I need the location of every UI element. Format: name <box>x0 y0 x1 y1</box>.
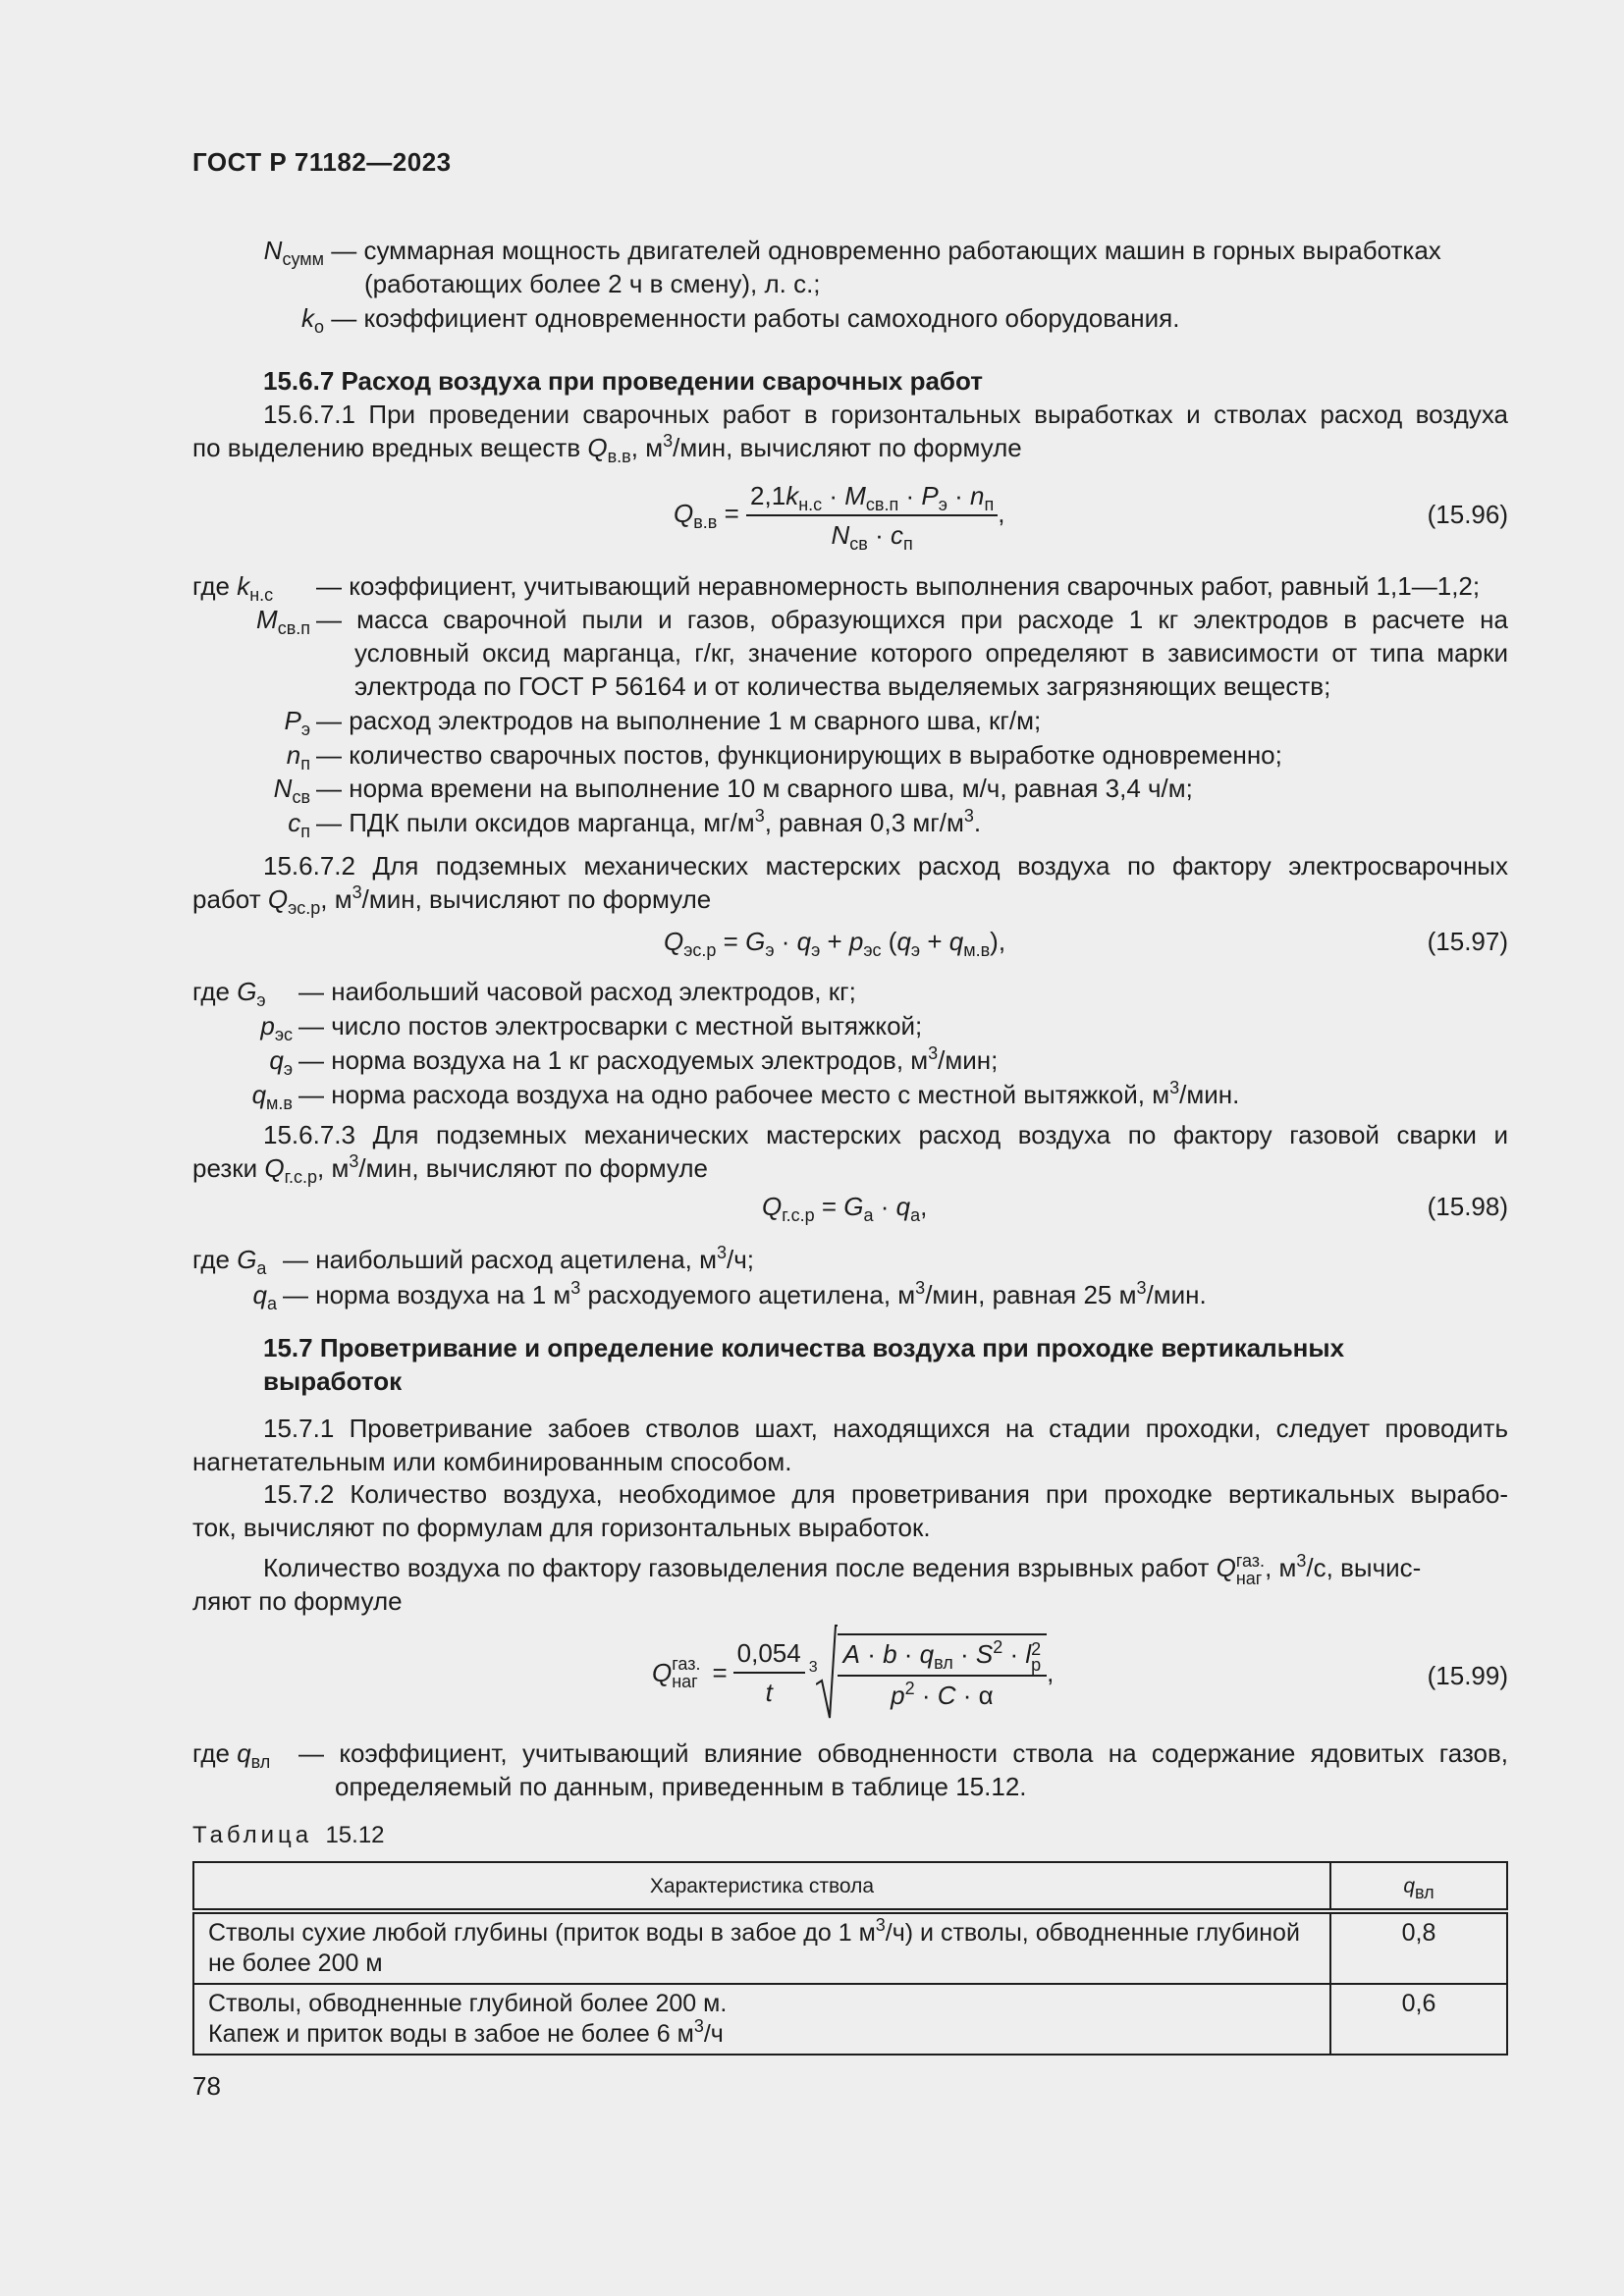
table-cell-value: 0,6 <box>1330 1984 1507 2055</box>
eq-number-15-98: (15.98) <box>1427 1192 1508 1221</box>
table-cell: Стволы, обводненные глубиной более 200 м. Капеж и приток воды в забое не более 6 $м^3/ч$ <box>193 1984 1330 2055</box>
para-15-6-7-3-cont: резки $Q_{г.с.р}$, $м^3$/мин, вычисляют по формуле <box>192 1151 708 1187</box>
para-15-6-7-3: 15.6.7.3 Для подземных механических мастерских расход воздуха по фактору газовой сварки и <box>263 1120 1508 1149</box>
def-p-es-text: — число постов электросварки с местной вытяжкой; <box>298 1011 923 1041</box>
def-p-e-var: $P_э$ <box>284 706 310 739</box>
def-n-summ-cont: (работающих более 2 ч в смену), л. с.; <box>364 269 821 298</box>
def-g-a: где $G_а$ <box>192 1245 267 1278</box>
para-15-6-7-2: 15.6.7.2 Для подземных механических мастерских расход воздуха по фактору электросварочных <box>263 851 1508 881</box>
table-row <box>193 1984 1507 2055</box>
def-c-p-text: — ПДК пыли оксидов марганца, $мг/м^3$, равная 0,3 $мг/м^3$. <box>316 806 982 837</box>
def-q-e-text: — норма воздуха на 1 кг расходуемых электродов, $м^3$/мин; <box>298 1043 999 1075</box>
formula-15-97: $Q_{эс.р} = G_э \cdot q_э + p_{эс}$ $(q_э + q_{м.в})$, <box>664 927 1006 960</box>
page-number: 78 <box>192 2071 221 2101</box>
para-15-6-7-2-cont: работ $Q_{эс.р}$, $м^3$/мин, вычисляют по формуле <box>192 882 712 918</box>
def-c-p-var: $c_п$ <box>288 808 310 841</box>
formula-15-99: Q газ. наг = $\frac{0,054}{t}$ 3 $A \cdot b \cdot q_{вл} \cdot S^2 \cdot l$ 2 р $p^2 \cdot C \cdot \alpha$ , <box>652 1624 1054 1732</box>
def-n-p-text: — количество сварочных постов, функционирующих в выработке одновременно; <box>316 740 1282 770</box>
para-15-7-2-cont: ток, вычисляют по формулам для горизонтальных выработок. <box>192 1513 931 1542</box>
para-15-7-2: 15.7.2 Количество воздуха, необходимое для проветривания при проходке вертикальных вырабо- <box>263 1479 1508 1509</box>
def-q-vl: где $q_{вл}$ <box>192 1738 271 1772</box>
para-qnag: Количество воздуха по фактору газовыделения после ведения взрывных работ Q газ. наг , $м^3/с$, вычис- <box>263 1551 1422 1589</box>
def-k-nc-text: — коэффициент, учитывающий неравномерность выполнения сварочных работ, равный 1,1—1,2; <box>316 571 1481 601</box>
section-title-15-6-7: 15.6.7 Расход воздуха при проведении сварочных работ <box>263 366 983 396</box>
def-p-es-var: $p_{эс}$ <box>260 1011 293 1044</box>
section-title-15-7: 15.7 Проветривание и определение количества воздуха при проходке вертикальных <box>263 1333 1345 1362</box>
eq-number-15-97: (15.97) <box>1427 927 1508 956</box>
formula-15-96: $Q_{в.в}$ = $\frac{2,1k_{н.с} \cdot M_{св.п} \cdot P_э \cdot n_п}{N_{св} \cdot c_п}$ , <box>674 481 1005 554</box>
def-q-vl-text: — коэффициент, учитывающий влияние обводненности ствола на содержание ядовитых газов, <box>298 1738 1508 1768</box>
formula-15-98: $Q_{г.с.р} = G_а \cdot q_а$, <box>762 1192 928 1225</box>
radical-sign-icon <box>816 1624 838 1722</box>
para-15-7-1-cont: нагнетательным или комбинированным способом. <box>192 1447 792 1476</box>
def-g-a-text: — наибольший расход ацетилена, $м^3/ч$; <box>283 1243 754 1274</box>
def-q-a-text: — норма воздуха на 1 $м^3$ расходуемого ацетилена, $м^3$/мин, равная 25 $м^3$/мин. <box>283 1278 1207 1309</box>
def-q-a-var: $q_а$ <box>252 1280 277 1313</box>
def-k-nc: где $k_{н.с}$ <box>192 571 274 605</box>
eq-number-15-99: (15.99) <box>1427 1661 1508 1690</box>
def-k-o: $k_о$ — коэффициент одновременности работы самоходного оборудования. <box>300 303 1180 337</box>
table-header-row <box>193 1862 1507 1911</box>
table-cell-value: 0,8 <box>1330 1911 1507 1984</box>
para-15-6-7-1-cont: по выделению вредных веществ $Q_{в.в}$, $м^3$/мин, вычисляют по формуле <box>192 431 1022 466</box>
column-header-characteristic: Характеристика ствола <box>193 1862 1330 1911</box>
def-q-e-var: $q_э$ <box>269 1045 293 1079</box>
table-caption: Таблица 15.12 <box>192 1822 385 1848</box>
def-n-p-var: $n_п$ <box>286 740 310 774</box>
table-15-12 <box>192 1861 1508 2056</box>
eq-number-15-96: (15.96) <box>1427 500 1508 529</box>
def-p-e-text: — расход электродов на выполнение 1 м сварного шва, кг/м; <box>316 706 1042 735</box>
table-cell: Стволы сухие любой глубины (приток воды в забое до 1 $м^3/ч$) и стволы, обводненные глубиной не более 200 м <box>193 1911 1330 1984</box>
section-title-15-7-cont: выработок <box>263 1366 403 1396</box>
def-m-svp-var: $M_{св.п}$ <box>256 605 310 638</box>
document-header: ГОСТ Р 71182—2023 <box>192 147 452 177</box>
column-header-qvl: $q_{вл}$ <box>1330 1862 1507 1911</box>
para-15-6-7-1: 15.6.7.1 При проведении сварочных работ в горизонтальных выработках и стволах расход воздуха <box>263 400 1508 429</box>
para-qnag-cont: ляют по формуле <box>192 1586 403 1616</box>
def-q-mv-text: — норма расхода воздуха на одно рабочее место с местной вытяжкой, $м^3$/мин. <box>298 1078 1240 1109</box>
def-m-svp-text: — масса сварочной пыли и газов, образующихся при расходе 1 кг электродов в расчете на <box>316 605 1508 634</box>
para-15-7-1: 15.7.1 Проветривание забоев стволов шахт, находящихся на стадии проходки, следует проводить <box>263 1414 1508 1443</box>
def-n-sv-var: $N_{св}$ <box>273 774 310 807</box>
def-g-e-text: — наибольший часовой расход электродов, кг; <box>298 977 856 1006</box>
def-m-svp-cont2: электрода по ГОСТ Р 56164 и от количества выделяемых загрязняющих веществ; <box>354 671 1331 701</box>
def-q-mv-var: $q_{м.в}$ <box>251 1080 293 1113</box>
def-g-e: где $G_э$ <box>192 977 266 1010</box>
def-n-summ: $N_{сумм}$ — суммарная мощность двигателей одновременно работающих машин в горных выработках <box>263 236 1441 269</box>
table-row <box>193 1911 1507 1984</box>
def-m-svp-cont1: условный оксид марганца, г/кг, значение которого определяют в зависимости от типа марки <box>354 638 1508 667</box>
def-q-vl-cont: определяемый по данным, приведенным в таблице 15.12. <box>335 1772 1027 1801</box>
def-n-sv-text: — норма времени на выполнение 10 м сварного шва, м/ч, равная 3,4 ч/м; <box>316 774 1193 803</box>
